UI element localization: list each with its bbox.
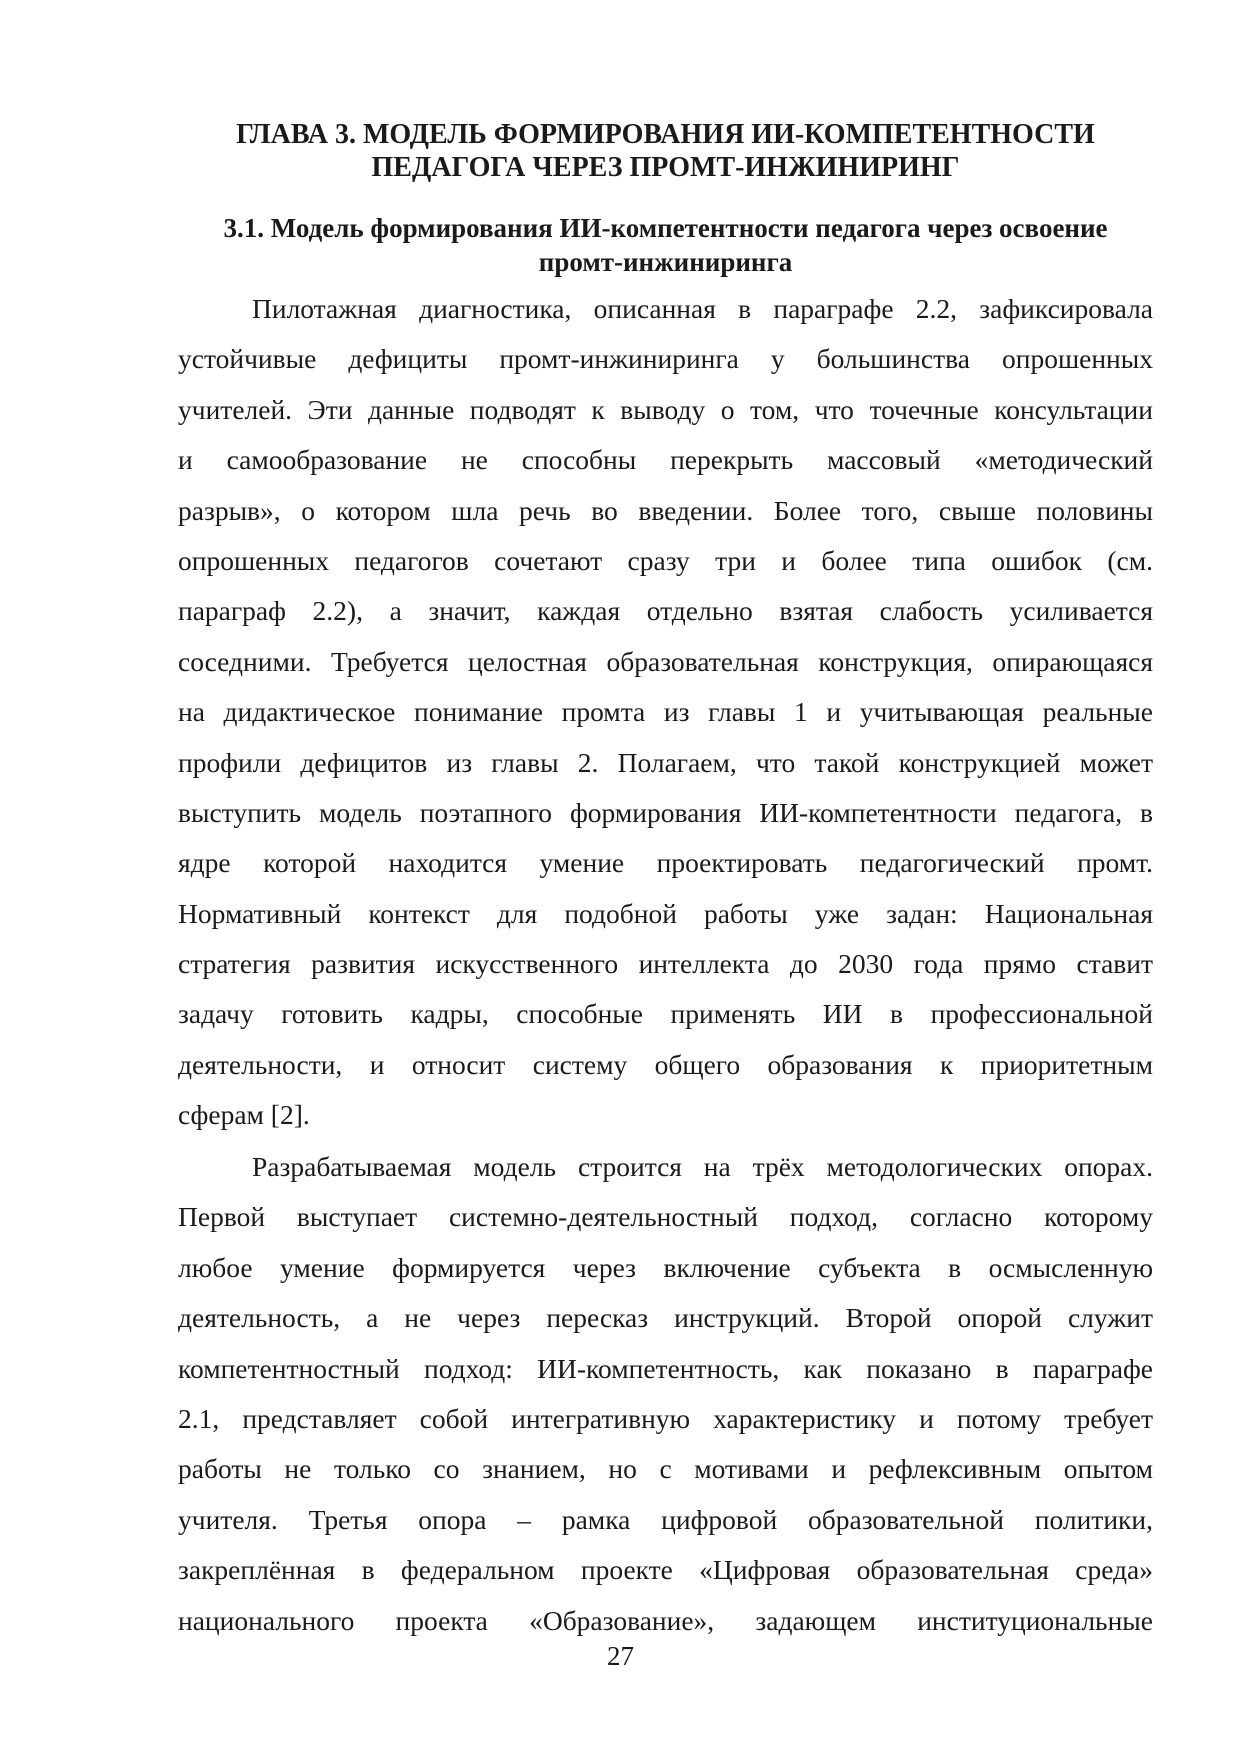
paragraph-line: работы не только со знанием, но с мотивами и рефлексивным опытом bbox=[178, 1453, 1153, 1485]
paragraph-line: учителя. Третья опора – рамка цифровой образовательной политики, bbox=[178, 1503, 1153, 1535]
paragraph-line: стратегия развития искусственного интеллекта до 2030 года прямо ставит bbox=[178, 948, 1153, 980]
chapter-title bbox=[178, 118, 1153, 184]
paragraph-line: соседними. Требуется целостная образовательная конструкция, опирающаяся bbox=[178, 645, 1153, 677]
section-title-line-1: 3.1. Модель формирования ИИ-компетентности педагога через освоение bbox=[223, 213, 1108, 243]
paragraph-line: профили дефицитов из главы 2. Полагаем, что такой конструкцией может bbox=[178, 746, 1153, 778]
paragraph-line: 2.1, представляет собой интегративную характеристику и потому требует bbox=[178, 1402, 1153, 1434]
paragraph-line: устойчивые дефициты промт-инжиниринга у большинства опрошенных bbox=[178, 343, 1153, 375]
paragraph-line: разрыв», о котором шла речь во введении. Более того, свыше половины bbox=[178, 494, 1153, 526]
paragraph-line: задачу готовить кадры, способные применять ИИ в профессиональной bbox=[178, 998, 1153, 1030]
paragraph-line: выступить модель поэтапного формирования ИИ-компетентности педагога, в bbox=[178, 796, 1153, 828]
paragraph-line: Пилотажная диагностика, описанная в параграфе 2.2, зафиксировала bbox=[252, 293, 1153, 324]
section-title bbox=[178, 211, 1153, 279]
paragraph-line: ядре которой находится умение проектировать педагогический промт. bbox=[178, 847, 1153, 879]
paragraph-line: деятельности, и относит систему общего образования к приоритетным bbox=[178, 1048, 1153, 1080]
chapter-title-line-1: ГЛАВА 3. МОДЕЛЬ ФОРМИРОВАНИЯ ИИ-КОМПЕТЕНТНОСТИ bbox=[236, 119, 1095, 150]
page-number: 27 bbox=[607, 1641, 634, 1671]
paragraph-line: деятельность, а не через пересказ инструкций. Второй опорой служит bbox=[178, 1302, 1153, 1334]
section-title-line-2: промт-инжиниринга bbox=[538, 247, 793, 277]
paragraph-line: любое умение формируется через включение субъекта в осмысленную bbox=[178, 1251, 1153, 1283]
chapter-title-line-2: ПЕДАГОГА ЧЕРЕЗ ПРОМТ-ИНЖИНИРИНГ bbox=[371, 152, 960, 183]
paragraph-line: компетентностный подход: ИИ-компетентность, как показано в параграфе bbox=[178, 1352, 1153, 1384]
paragraph-line: Первой выступает системно-деятельностный подход, согласно которому bbox=[178, 1201, 1153, 1233]
paragraph-2 bbox=[178, 1142, 1153, 1646]
paragraph-line: на дидактическое понимание промта из главы 1 и учитывающая реальные bbox=[178, 696, 1153, 728]
paragraph-line: учителей. Эти данные подводят к выводу о том, что точечные консультации bbox=[178, 393, 1153, 425]
paragraph-line: опрошенных педагогов сочетают сразу три и более типа ошибок (см. bbox=[178, 544, 1153, 576]
paragraph-line: национального проекта «Образование», задающем институциональные bbox=[178, 1604, 1153, 1636]
paragraph-line: Разрабатываемая модель строится на трёх методологических опорах. bbox=[252, 1151, 1153, 1182]
paragraph-1 bbox=[178, 284, 1153, 1141]
paragraph-line: сферам [2]. bbox=[178, 1099, 310, 1131]
paragraph-line: закреплённая в федеральном проекте «Цифровая образовательная среда» bbox=[178, 1554, 1153, 1586]
paragraph-line: параграф 2.2), а значит, каждая отдельно взятая слабость усиливается bbox=[178, 595, 1153, 627]
paragraph-line: и самообразование не способны перекрыть массовый «методический bbox=[178, 444, 1153, 476]
paragraph-line: Нормативный контекст для подобной работы уже задан: Национальная bbox=[178, 897, 1153, 929]
